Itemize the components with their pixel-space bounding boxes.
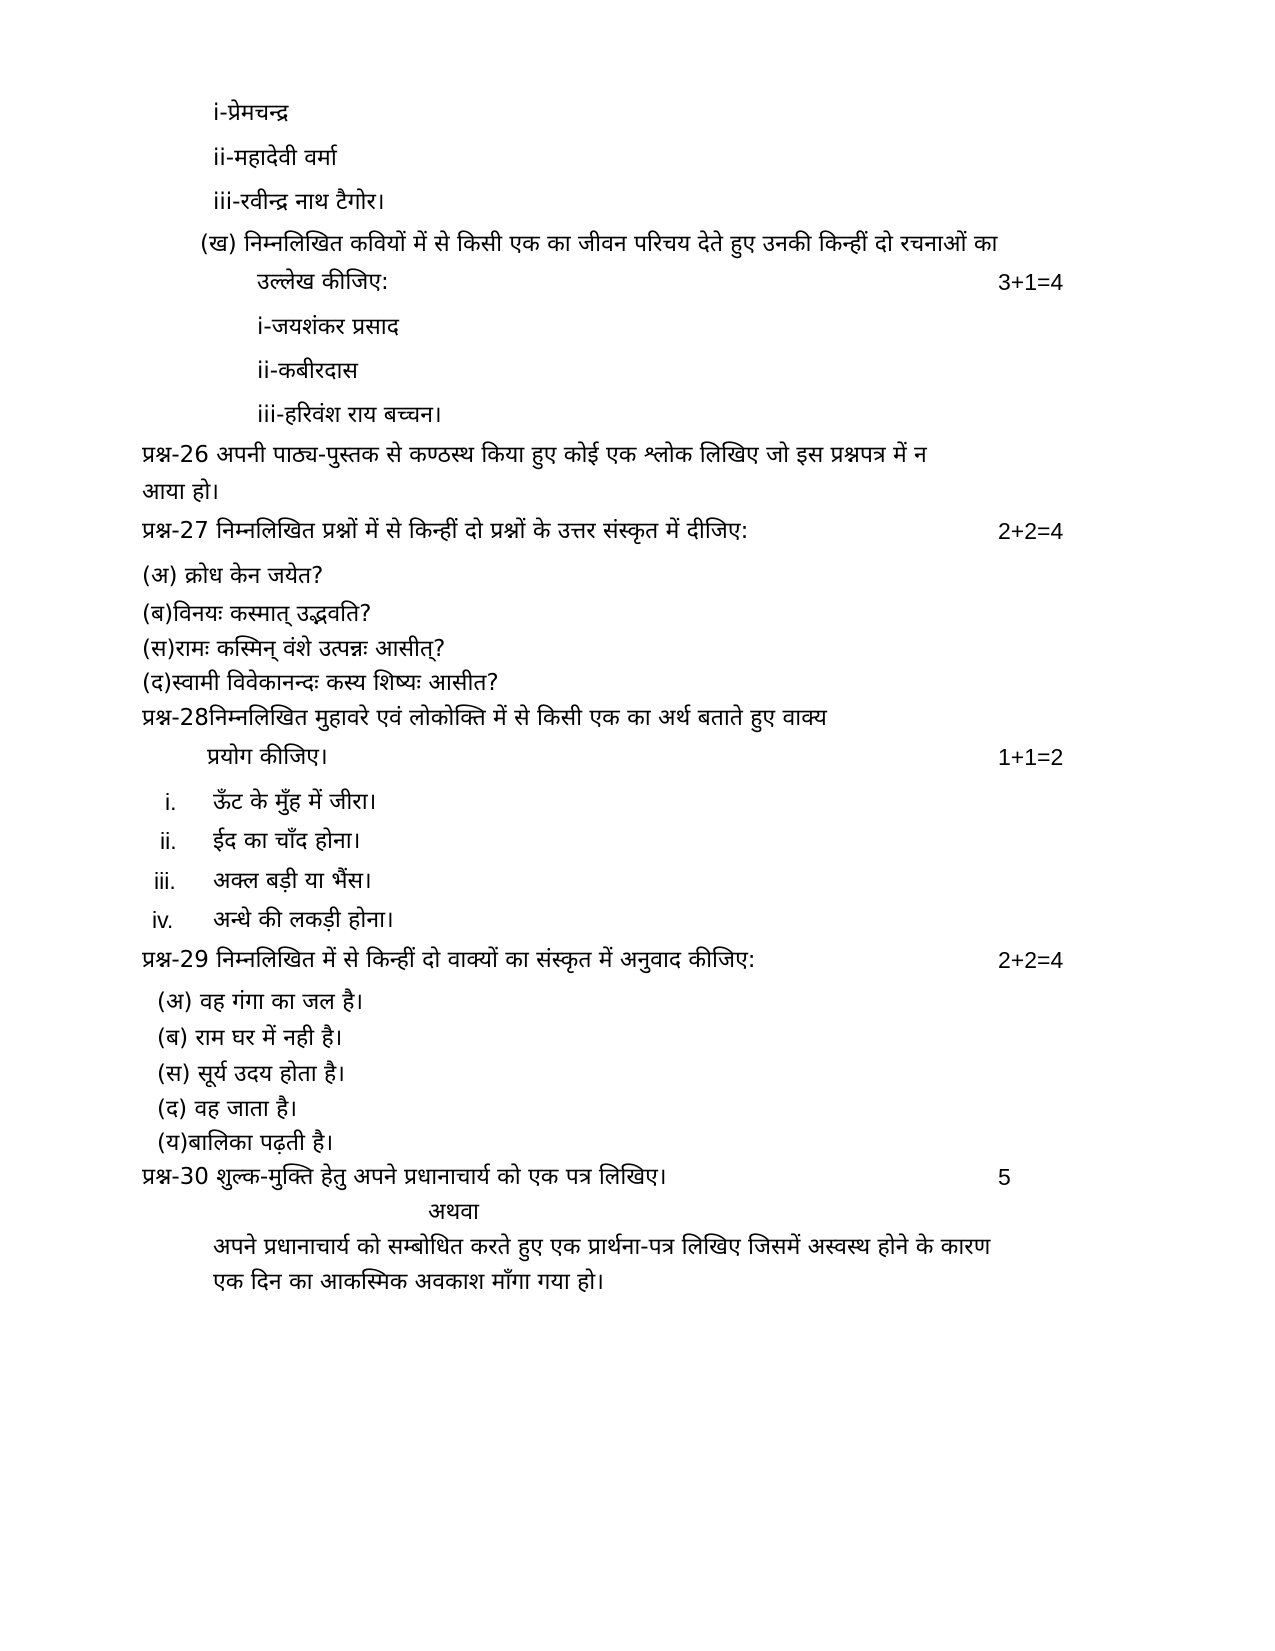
q25-kha-marks: 3+1=4 <box>998 269 1064 295</box>
q30-or: अथवा <box>428 1199 480 1225</box>
q29-question: प्रश्न-29 निम्नलिखित में से किन्हीं दो वाक्यों का संस्कृत में अनुवाद कीजिए: <box>142 947 756 973</box>
q29-option-e: (य)बालिका पढ़ती है। <box>157 1130 334 1156</box>
q27-question: प्रश्न-27 निम्नलिखित प्रश्नों में से किन्हीं दो प्रश्नों के उत्तर संस्कृत में दीजिए: <box>142 518 749 544</box>
q25-ka-option-1: i-प्रेमचन्द्र <box>213 100 289 126</box>
q27-option-c: (स)रामः कस्मिन् वंशे उत्पन्नः आसीत्? <box>142 636 446 662</box>
q25-ka-option-3: iii-रवीन्द्र नाथ टैगोर। <box>213 189 385 215</box>
q25-kha-line-2: उल्लेख कीजिए: <box>257 269 389 295</box>
q29-option-b: (ब) राम घर में नही है। <box>157 1025 343 1051</box>
q28-line-2: प्रयोग कीजिए। <box>207 744 328 770</box>
q28-item-number: iv. <box>152 907 174 933</box>
q28-marks: 1+1=2 <box>998 744 1064 770</box>
q29-option-c: (स) सूर्य उदय होता है। <box>157 1061 345 1087</box>
q30-question: प्रश्न-30 शुल्क-मुक्ति हेतु अपने प्रधानाचार्य को एक पत्र लिखिए। <box>142 1164 667 1190</box>
q29-marks: 2+2=4 <box>998 947 1064 973</box>
q26-line-1: प्रश्न-26 अपनी पाठ्य-पुस्तक से कण्ठस्थ किया हुए कोई एक श्लोक लिखिए जो इस प्रश्नपत्र में न <box>142 442 927 468</box>
q28-item-text: अक्ल बड़ी या भैंस। <box>213 868 372 894</box>
q29-option-a: (अ) वह गंगा का जल है। <box>157 989 364 1015</box>
q28-item-number: ii. <box>160 828 177 854</box>
q30-alt-line-1: अपने प्रधानाचार्य को सम्बोधित करते हुए एक प्रार्थना-पत्र लिखिए जिसमें अस्वस्थ होने के कारण <box>213 1234 991 1260</box>
q25-ka-option-2: ii-महादेवी वर्मा <box>213 145 337 171</box>
q25-kha-line-1: (ख) निम्नलिखित कवियों में से किसी एक का जीवन परिचय देते हुए उनकी किन्हीं दो रचनाओं का <box>200 231 998 257</box>
q28-line-1: प्रश्न-28निम्नलिखित मुहावरे एवं लोकोक्ति में से किसी एक का अर्थ बताते हुए वाक्य <box>142 705 827 731</box>
q28-item-text: ऊँट के मुँह में जीरा। <box>213 789 377 815</box>
q27-option-d: (द)स्वामी विवेकानन्दः कस्य शिष्यः आसीत? <box>142 670 499 696</box>
q30-marks: 5 <box>998 1164 1011 1190</box>
q28-item-text: अन्धे की लकड़ी होना। <box>213 907 394 933</box>
q30-alt-line-2: एक दिन का आकस्मिक अवकाश माँगा गया हो। <box>213 1269 604 1295</box>
q25-kha-option-1: i-जयशंकर प्रसाद <box>257 314 399 340</box>
q25-kha-option-3: iii-हरिवंश राय बच्चन। <box>257 402 442 428</box>
q27-option-a: (अ) क्रोध केन जयेत? <box>142 563 324 589</box>
q28-item-number: iii. <box>154 868 176 894</box>
q28-item-text: ईद का चाँद होना। <box>213 828 361 854</box>
q27-marks: 2+2=4 <box>998 518 1064 544</box>
q25-kha-option-2: ii-कबीरदास <box>257 358 358 384</box>
q28-item-number: i. <box>165 789 177 815</box>
q29-option-d: (द) वह जाता है। <box>157 1096 298 1122</box>
q27-option-b: (ब)विनयः कस्मात् उद्भवति? <box>142 601 372 627</box>
q26-line-2: आया हो। <box>142 479 220 505</box>
